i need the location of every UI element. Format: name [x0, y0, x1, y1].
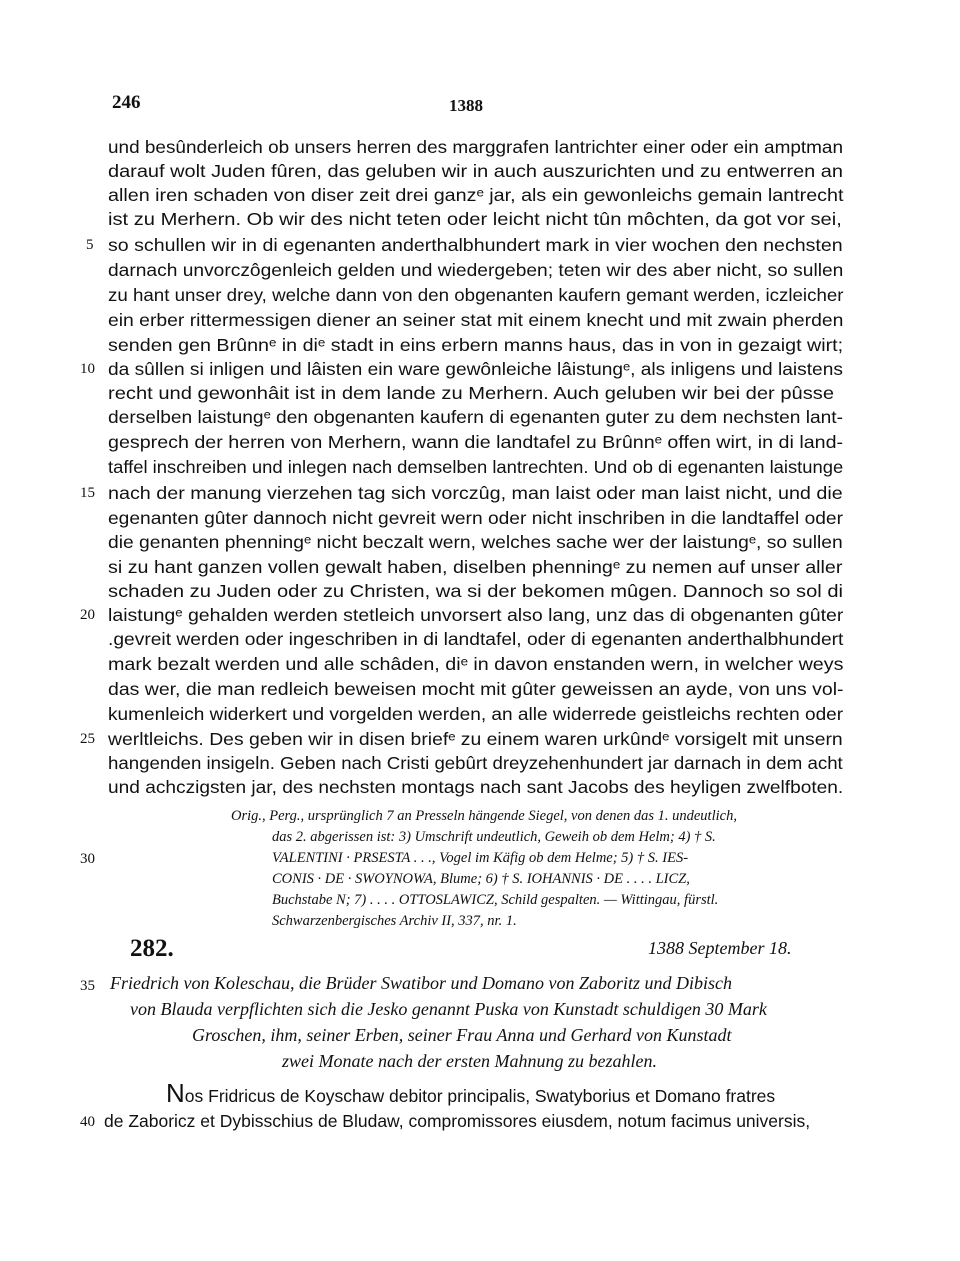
document-number: 282.	[130, 935, 174, 962]
text-line: ein erber rittermessigen diener an seiner stat mit einem knecht und mit zwain pherden	[108, 310, 844, 330]
running-header-year: 1388	[449, 96, 483, 115]
text-line: laistungᵉ gehalden werden stetleich unvorsert also lang, unz das di obgenanten gûter	[108, 605, 844, 625]
line-number: 10	[80, 361, 95, 377]
text-line: taffel inschreiben und inlegen nach demselben lantrechten. Und ob di egenanten laistunge	[108, 457, 844, 477]
text-line: und besûnderleich ob unsers herren des marggrafen lantrichter einer oder ein amptman	[108, 137, 844, 157]
text-line: darnach unvorczôgenleich gelden und wiedergeben; teten wir des aber nicht, so sullen	[108, 260, 844, 280]
text-line: allen iren schaden von diser zeit drei ganzᵉ jar, als ein gewonleichs gemain lantrecht	[108, 185, 844, 205]
latin-line-text: os Fridricus de Koyschaw debitor principalis, Swatyborius et Domano fratres	[184, 1086, 776, 1106]
note-line: VALENTINI · PRSESTA . . ., Vogel im Käfig ob dem Helme; 5) † S. IES-	[272, 850, 689, 866]
text-line: si zu hant ganzen vollen gewalt haben, diselben phenningᵉ zu nemen auf unser aller	[108, 557, 843, 577]
text-line: da sûllen si inligen und lâisten ein ware gewônleiche lâistungᵉ, als inligens und laistens	[108, 359, 843, 379]
summary-line: von Blauda verpflichten sich die Jesko genannt Puska von Kunstadt schuldigen 30 Mark	[130, 999, 767, 1019]
initial-letter: N	[166, 1078, 185, 1108]
text-line: ist zu Merhern. Ob wir des nicht teten oder leicht nicht tûn môchten, da got vor sei,	[108, 209, 842, 229]
summary-line: Groschen, ihm, seiner Erben, seiner Frau Anna und Gerhard von Kunstadt	[192, 1025, 732, 1045]
line-number: 40	[80, 1114, 95, 1130]
note-line: Buchstabe N; 7) . . . . OTTOSLAWICZ, Schild gespalten. — Wittingau, fürstl.	[272, 892, 719, 908]
line-number: 25	[80, 731, 95, 747]
line-number: 15	[80, 485, 95, 501]
text-line: so schullen wir in di egenanten anderthalbhundert mark in vier wochen den nechsten	[108, 235, 843, 255]
latin-line: de Zaboricz et Dybisschius de Bludaw, compromissores eiusdem, notum facimus universis,	[104, 1111, 811, 1131]
note-line: Schwarzenbergisches Archiv II, 337, nr. 1.	[272, 913, 517, 929]
text-line: mark bezalt werden und alle schâden, diᵉ in davon enstanden wern, in welcher weys	[108, 654, 844, 674]
line-number: 30	[80, 851, 95, 867]
text-line: das wer, die man redleich beweisen mocht mit gûter geweissen an ayde, von uns vol-	[108, 679, 844, 699]
text-line: kumenleich widerkert und vorgelden werden, an alle widerrede geistleichs rechten oder	[108, 704, 844, 724]
note-line: das 2. abgerissen ist: 3) Umschrift undeutlich, Geweih ob dem Helm; 4) † S.	[272, 829, 716, 845]
text-line: senden gen Brûnnᵉ in diᵉ stadt in eins erbern manns haus, das in von in gezaigt wirt;	[108, 335, 844, 355]
line-number: 35	[80, 978, 95, 994]
text-line: und achczigsten jar, des nechsten montags nach sant Jacobs des heyligen zwelfboten.	[108, 777, 844, 797]
text-line: recht und gewonhâit ist in dem lande zu Merhern. Auch geluben wir bei der pûsse	[108, 383, 835, 403]
document-date: 1388 September 18.	[648, 938, 792, 958]
text-line: derselben laistungᵉ den obgenanten kaufern di egenanten guter zu dem nechsten lant-	[108, 407, 844, 427]
text-line: hangenden insigeln. Geben nach Cristi gebûrt dreyzehenhundert jar darnach in dem acht	[108, 753, 843, 773]
text-line: nach der manung vierzehen tag sich vorczûg, man laist oder man laist nicht, und die	[108, 483, 843, 503]
text-line: .gevreit werden oder ingeschriben in di landtafel, oder di egenanten anderthalbhundert	[108, 629, 844, 649]
page-number: 246	[112, 92, 141, 113]
text-line: gesprech der herren von Merhern, wann die landtafel zu Brûnnᵉ offen wirt, in di land-	[108, 432, 844, 452]
text-line: die genanten phenningᵉ nicht beczalt wern, welches sache wer der laistungᵉ, so sullen	[108, 532, 843, 552]
text-line: schaden zu Juden oder zu Christen, wa si der bekomen mûgen. Dannoch so sol di	[108, 581, 843, 601]
text-line: zu hant unser drey, welche dann von den obgenanten kaufern gemant werden, iczleicher	[108, 285, 844, 305]
summary-line: Friedrich von Koleschau, die Brüder Swatibor und Domano von Zaboritz und Dibisch	[110, 973, 732, 993]
latin-line	[166, 1080, 775, 1109]
summary-line: zwei Monate nach der ersten Mahnung zu bezahlen.	[282, 1051, 657, 1071]
text-line: darauf wolt Juden fûren, das geluben wir in auch auszurichten und zu entwerren an	[108, 161, 843, 181]
text-line: egenanten gûter dannoch nicht gevreit wern oder nicht inschriben in die landtaffel oder	[108, 508, 843, 528]
note-line: Orig., Perg., ursprünglich 7 an Presseln hängende Siegel, von denen das 1. undeutlich,	[231, 808, 737, 824]
line-number: 5	[86, 237, 94, 253]
text-line: werltleichs. Des geben wir in disen briefᵉ zu einem waren urkûndᵉ vorsigelt mit unsern	[108, 729, 843, 749]
note-line: CONIS · DE · SWOYNOWA, Blume; 6) † S. IOHANNIS · DE . . . . LICZ,	[272, 871, 690, 887]
line-number: 20	[80, 607, 95, 623]
